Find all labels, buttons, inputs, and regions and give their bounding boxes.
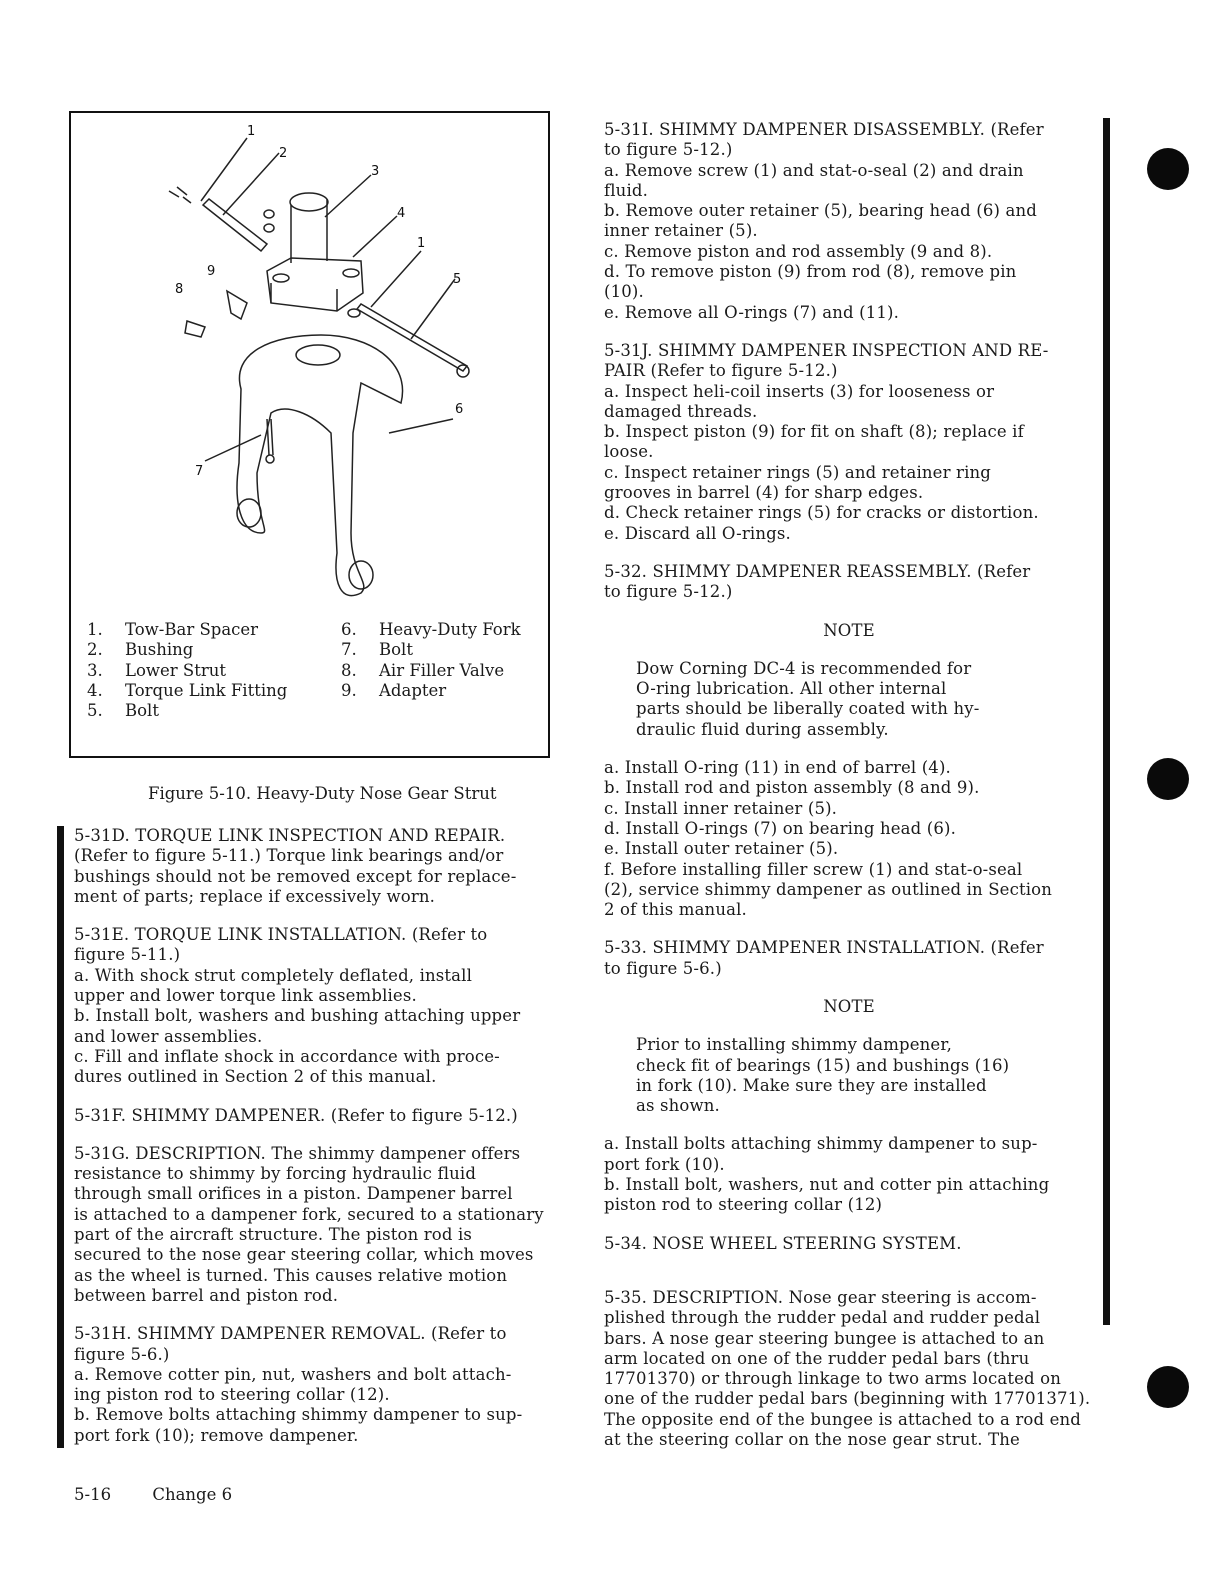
heading-line: 5-31G. DESCRIPTION. The shimmy dampener offers: [74, 1143, 521, 1163]
text-line: e. Remove all O-rings (7) and (11).: [604, 302, 900, 322]
page-number: 5-16: [74, 1485, 112, 1504]
text-line: c. Install inner retainer (5).: [604, 798, 838, 818]
legend-num: 9.: [341, 680, 357, 700]
text-line: e. Discard all O-rings.: [604, 523, 791, 543]
section-5-35: [604, 1288, 1094, 1450]
figure-caption: Figure 5-10. Heavy-Duty Nose Gear Strut: [148, 784, 497, 803]
text-line: to figure 5-12.): [604, 582, 733, 602]
adapter-part: [227, 291, 247, 319]
text-line: d. Install O-rings (7) on bearing head (6).: [604, 818, 956, 838]
legend-num: 4.: [87, 680, 103, 700]
legend-label: Lower Strut: [125, 660, 226, 680]
section-5-31h: [74, 1324, 584, 1446]
text-line: 2 of this manual.: [604, 900, 747, 920]
page-footer: [74, 1485, 268, 1504]
text-line: fluid.: [604, 180, 648, 200]
text-line: (2), service shimmy dampener as outlined in Section: [604, 879, 1053, 899]
text-line: a. Install O-ring (11) in end of barrel (4).: [604, 758, 951, 778]
binder-hole-middle: [1147, 758, 1189, 800]
legend-label: Tow-Bar Spacer: [125, 620, 259, 639]
text-line: a. Install bolts attaching shimmy dampener to sup-: [604, 1134, 1038, 1154]
heading-line: 5-31D. TORQUE LINK INSPECTION AND REPAIR.: [74, 826, 506, 845]
text-line: check fit of bearings (15) and bushings (16): [636, 1055, 1010, 1075]
callout-1a: 1: [247, 124, 256, 139]
section-5-34: [604, 1234, 1094, 1254]
text-line: bars. A nose gear steering bungee is attached to an: [604, 1328, 1045, 1348]
text-line: figure 5-6.): [74, 1344, 170, 1364]
heavy-duty-fork-part: [237, 335, 402, 596]
legend-label: Air Filler Valve: [379, 660, 505, 680]
text-line: 17701370) or through linkage to two arms located on: [604, 1369, 1061, 1389]
air-filler-valve-part: [185, 321, 205, 337]
text-line: PAIR (Refer to figure 5-12.): [604, 361, 838, 381]
text-line: figure 5-11.): [74, 945, 181, 965]
section-5-32: [604, 562, 1094, 603]
binder-hole-top: [1147, 148, 1189, 190]
legend-num: 8.: [341, 660, 357, 680]
change-bar-left: [57, 826, 64, 1448]
section-5-31f: [74, 1106, 584, 1126]
note-body: [604, 1035, 1016, 1116]
legend-label: Bolt: [379, 640, 413, 660]
heading-line: 5-31H. SHIMMY DAMPENER REMOVAL. (Refer to: [74, 1324, 507, 1344]
text-line: d. Check retainer rings (5) for cracks or distortion.: [604, 503, 1039, 523]
text-line: f. Before installing filler screw (1) and stat-o-seal: [604, 859, 1023, 879]
section-5-31e: [74, 925, 584, 1087]
section-5-31g: [74, 1144, 584, 1306]
text-line: b. Inspect piston (9) for fit on shaft (8); replace if: [604, 422, 1024, 442]
callout-2: 2: [279, 146, 288, 161]
callout-6: 6: [455, 402, 464, 417]
callout-4: 4: [397, 206, 406, 221]
text-line: c. Inspect retainer rings (5) and retainer ring: [604, 462, 991, 482]
text-line: Dow Corning DC-4 is recommended for: [636, 658, 972, 678]
legend-label: Bolt: [125, 701, 159, 721]
text-line: damaged threads.: [604, 401, 758, 421]
legend-left: [87, 620, 287, 721]
heading-line: 5-33. SHIMMY DAMPENER INSTALLATION. (Refer: [604, 938, 1044, 958]
text-line: loose.: [604, 442, 654, 462]
text-line: between barrel and piston rod.: [74, 1285, 339, 1305]
text-line: one of the rudder pedal bars (beginning with 17701371).: [604, 1389, 1091, 1409]
text-line: as the wheel is turned. This causes relative motion: [74, 1265, 508, 1285]
heading-line: 5-35. DESCRIPTION. Nose gear steering is accom-: [604, 1287, 1037, 1307]
text-line: through small orifices in a piston. Dampener barrel: [74, 1184, 513, 1204]
text-line: b. Install bolt, washers, nut and cotter pin attaching: [604, 1175, 1050, 1195]
callout-7: 7: [195, 464, 204, 479]
text-line: a. Remove cotter pin, nut, washers and bolt attach-: [74, 1364, 512, 1384]
section-5-31j: [604, 341, 1094, 544]
text-line: arm located on one of the rudder pedal bars (thru: [604, 1348, 1030, 1368]
legend-right: [341, 620, 521, 701]
legend-num: 2.: [87, 640, 103, 660]
legend-num: 1.: [87, 620, 103, 639]
change-number: Change 6: [152, 1485, 233, 1504]
heading-line: 5-31F. SHIMMY DAMPENER. (Refer to figure 5-12.): [74, 1105, 518, 1125]
callout-8: 8: [175, 282, 184, 297]
tow-bar-spacer-part: [203, 199, 267, 251]
text-line: bushings should not be removed except for replace-: [74, 866, 517, 886]
callout-1b: 1: [417, 236, 426, 251]
callout-5: 5: [453, 272, 462, 287]
text-line: port fork (10); remove dampener.: [74, 1425, 359, 1445]
text-line: resistance to shimmy by forcing hydraulic fluid: [74, 1164, 477, 1184]
section-5-32-steps: [604, 758, 1094, 920]
note-title: NOTE: [823, 996, 875, 1016]
text-line: b. Install bolt, washers and bushing attaching upper: [74, 1006, 521, 1026]
text-line: a. Remove screw (1) and stat-o-seal (2) and drain: [604, 160, 1024, 180]
text-line: d. To remove piston (9) from rod (8), remove pin: [604, 262, 1017, 282]
legend-label: Adapter: [379, 680, 447, 700]
text-line: piston rod to steering collar (12): [604, 1195, 883, 1215]
text-line: O-ring lubrication. All other internal: [636, 679, 947, 699]
heading-line: 5-32. SHIMMY DAMPENER REASSEMBLY. (Refer: [604, 561, 1031, 581]
text-line: port fork (10).: [604, 1154, 725, 1174]
note-body: [604, 659, 1016, 740]
text-line: a. With shock strut completely deflated, install: [74, 965, 473, 985]
text-line: and lower assemblies.: [74, 1026, 263, 1046]
section-5-33: [604, 938, 1094, 979]
legend-num: 5.: [87, 701, 103, 721]
text-line: as shown.: [636, 1096, 720, 1116]
legend-num: 3.: [87, 660, 103, 680]
text-line: to figure 5-6.): [604, 958, 722, 978]
text-line: in fork (10). Make sure they are installed: [636, 1075, 987, 1095]
text-line: is attached to a dampener fork, secured to a stationary: [74, 1204, 544, 1224]
right-column: [604, 120, 1094, 1468]
text-line: The opposite end of the bungee is attached to a rod end: [604, 1409, 1082, 1429]
text-line: plished through the rudder pedal and rudder pedal: [604, 1308, 1041, 1328]
section-5-31i: [604, 120, 1094, 323]
text-line: inner retainer (5).: [604, 221, 758, 241]
heading-line: 5-31J. SHIMMY DAMPENER INSPECTION AND RE-: [604, 340, 1049, 360]
text-line: Prior to installing shimmy dampener,: [636, 1035, 952, 1055]
heading-line: 5-31I. SHIMMY DAMPENER DISASSEMBLY. (Refer: [604, 120, 1044, 139]
legend-label: Heavy-Duty Fork: [379, 620, 521, 639]
legend-num: 7.: [341, 640, 357, 660]
binder-hole-bottom: [1147, 1366, 1189, 1408]
text-line: part of the aircraft structure. The piston rod is: [74, 1225, 473, 1245]
legend-num: 6.: [341, 620, 357, 639]
text-line: upper and lower torque link assemblies.: [74, 986, 417, 1006]
text-line: ment of parts; replace if excessively worn.: [74, 886, 436, 906]
callout-9: 9: [207, 264, 216, 279]
figure-frame: [69, 111, 550, 758]
section-5-31d: [74, 826, 584, 907]
text-line: (10).: [604, 282, 644, 302]
text-line: e. Install outer retainer (5).: [604, 839, 839, 859]
nose-gear-strut-diagram: [71, 113, 548, 613]
torque-link-fitting-part: [267, 258, 363, 311]
text-line: c. Remove piston and rod assembly (9 and 8).: [604, 241, 993, 261]
legend-label: Torque Link Fitting: [125, 680, 288, 700]
text-line: dures outlined in Section 2 of this manual.: [74, 1067, 437, 1087]
callout-3: 3: [371, 164, 380, 179]
section-5-33-steps: [604, 1134, 1094, 1215]
text-line: b. Remove outer retainer (5), bearing head (6) and: [604, 201, 1037, 221]
heading-line: 5-34. NOSE WHEEL STEERING SYSTEM.: [604, 1233, 962, 1253]
change-bar-right: [1103, 118, 1110, 1325]
legend-label: Bushing: [125, 640, 194, 660]
text-line: secured to the nose gear steering collar, which moves: [74, 1245, 534, 1265]
text-line: ing piston rod to steering collar (12).: [74, 1385, 390, 1405]
text-line: parts should be liberally coated with hy-: [636, 699, 980, 719]
left-column: [74, 826, 584, 1464]
text-line: grooves in barrel (4) for sharp edges.: [604, 483, 924, 503]
heading-line: 5-31E. TORQUE LINK INSTALLATION. (Refer to: [74, 925, 488, 945]
bushing-part: [264, 210, 274, 218]
text-line: b. Remove bolts attaching shimmy dampener to sup-: [74, 1405, 523, 1425]
text-line: at the steering collar on the nose gear strut. The: [604, 1430, 1020, 1450]
text-line: draulic fluid during assembly.: [636, 719, 889, 739]
note-title: NOTE: [823, 620, 875, 640]
text-line: b. Install rod and piston assembly (8 and 9).: [604, 778, 980, 798]
text-line: (Refer to figure 5-11.) Torque link bearings and/or: [74, 846, 504, 866]
text-line: c. Fill and inflate shock in accordance with proce-: [74, 1046, 500, 1066]
text-line: to figure 5-12.): [604, 140, 733, 160]
text-line: a. Inspect heli-coil inserts (3) for looseness or: [604, 381, 995, 401]
bolt-7-part: [267, 419, 273, 455]
